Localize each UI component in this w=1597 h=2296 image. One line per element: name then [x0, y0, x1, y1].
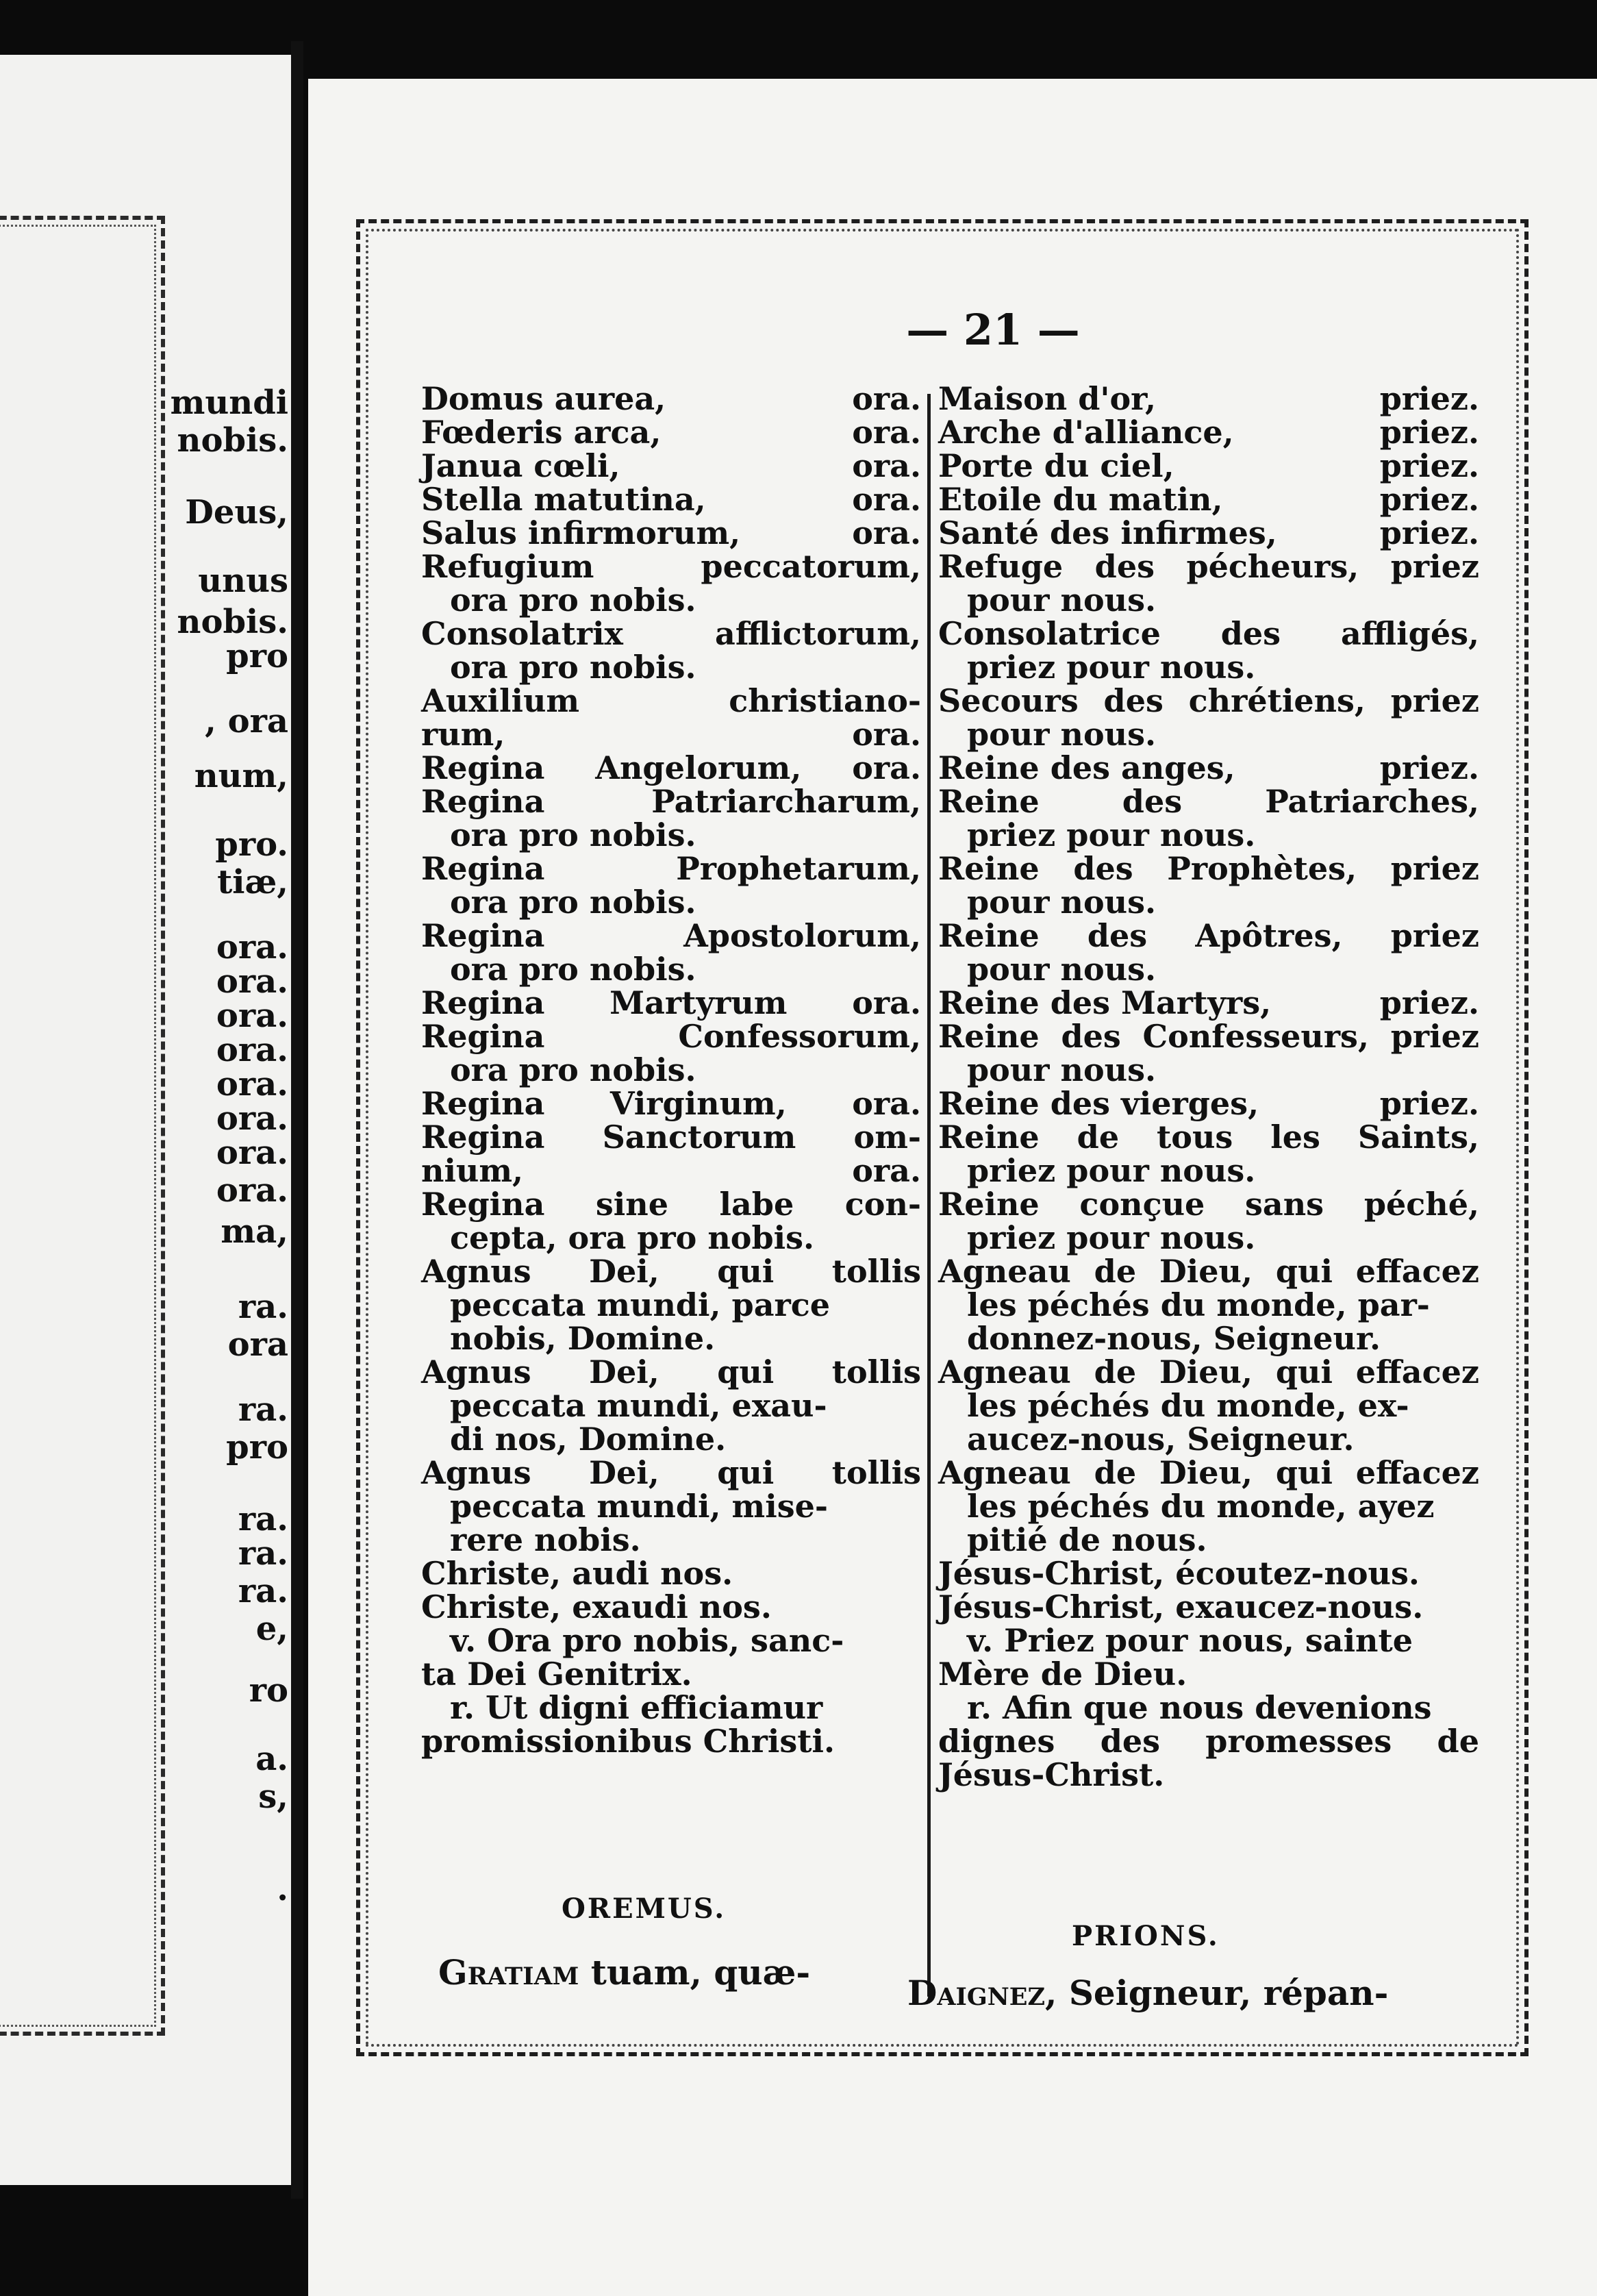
latin-line-text: Janua cœli,	[421, 447, 620, 484]
left-page-fragment: ora.	[216, 962, 288, 1001]
latin-line	[421, 481, 921, 518]
left-page-fragment: .	[277, 1870, 288, 1908]
latin-line	[421, 984, 921, 1021]
french-line	[938, 649, 1479, 686]
latin-line-text: Regina Sanctorum om-	[421, 1119, 921, 1156]
french-line	[938, 917, 1479, 954]
french-line-text: pour nous.	[967, 884, 1157, 921]
latin-response: ora.	[852, 414, 921, 451]
french-response: priez.	[1379, 984, 1479, 1021]
french-line-text: pour nous.	[967, 582, 1157, 619]
latin-line	[421, 884, 921, 921]
latin-line-text: r. Ut digni efficiamur	[450, 1689, 823, 1726]
french-line	[938, 1353, 1479, 1390]
left-page-fragment: ra.	[238, 1288, 288, 1326]
latin-line	[421, 582, 921, 619]
french-line	[938, 1387, 1479, 1424]
latin-line	[421, 1320, 921, 1357]
french-line-text: v. Priez pour nous, sainte	[967, 1622, 1413, 1659]
latin-line-text: peccata mundi, parce	[450, 1286, 831, 1323]
french-response: priez.	[1379, 1085, 1479, 1122]
french-line-text: Agneau de Dieu, qui effacez	[938, 1454, 1479, 1491]
left-page-fragment: ora.	[216, 1134, 288, 1172]
latin-line	[421, 548, 921, 585]
left-page-fragment: ora.	[216, 1031, 288, 1069]
latin-line-text: Agnus Dei, qui tollis	[421, 1454, 921, 1491]
french-line	[938, 1119, 1479, 1156]
latin-line	[421, 1119, 921, 1156]
french-line	[938, 682, 1479, 719]
latin-line	[421, 1286, 921, 1323]
french-line-text: Reine des Patriarches,	[938, 783, 1479, 820]
left-page-fragment: num,	[194, 757, 288, 795]
latin-line-text: ora pro nobis.	[450, 1051, 696, 1088]
latin-line-text: Consolatrix afflictorum,	[421, 615, 921, 652]
french-line-text: pour nous.	[967, 951, 1157, 988]
french-line	[938, 716, 1479, 753]
french-line	[938, 615, 1479, 652]
latin-line	[421, 514, 921, 551]
french-line-text: Reine des anges,	[938, 749, 1235, 786]
french-line-text: Reine des Prophètes, priez	[938, 850, 1479, 887]
left-page-fragment: , ora	[205, 702, 288, 740]
latin-line	[421, 649, 921, 686]
latin-line-text: Fœderis arca,	[421, 414, 662, 451]
french-line	[938, 1219, 1479, 1256]
left-page-fragment: ora	[227, 1325, 288, 1364]
latin-line-text: ora pro nobis.	[450, 884, 696, 921]
left-page-fragment: nobis.	[177, 603, 288, 641]
french-line-text: Maison d'or,	[938, 380, 1157, 417]
latin-line	[421, 1454, 921, 1491]
latin-line-text: Stella matutina,	[421, 481, 706, 518]
french-line	[938, 884, 1479, 921]
left-page-fragment: ra.	[238, 1390, 288, 1429]
book-gutter	[291, 41, 303, 2199]
french-line-text: les péchés du monde, par-	[967, 1286, 1430, 1323]
french-line-text: pour nous.	[967, 1051, 1157, 1088]
latin-line-text: Regina sine labe con-	[421, 1186, 921, 1223]
latin-line	[421, 1488, 921, 1525]
french-line	[938, 414, 1479, 451]
french-line	[938, 1723, 1479, 1760]
latin-line	[421, 1253, 921, 1290]
page-number: — 21 —	[906, 305, 1080, 355]
french-line-text: Arche d'alliance,	[938, 414, 1234, 451]
french-line-text: Jésus-Christ, exaucez-nous.	[938, 1588, 1424, 1625]
latin-line-text: Agnus Dei, qui tollis	[421, 1253, 921, 1290]
latin-prayer-initial-word: Gratiam	[438, 1952, 579, 1993]
french-line-text: les péchés du monde, ayez	[967, 1488, 1435, 1525]
latin-line	[421, 917, 921, 954]
french-line	[938, 1756, 1479, 1793]
latin-line-text: Regina Patriarcharum,	[421, 783, 921, 820]
french-line-text: Santé des infirmes,	[938, 514, 1277, 551]
french-line-text: Agneau de Dieu, qui effacez	[938, 1353, 1479, 1390]
latin-line-text: ta Dei Genitrix.	[421, 1656, 692, 1693]
french-line	[938, 447, 1479, 484]
left-page-fragment: ro	[249, 1671, 288, 1710]
latin-response: ora.	[852, 380, 921, 417]
latin-line-text: di nos, Domine.	[450, 1421, 727, 1458]
french-line	[938, 1186, 1479, 1223]
latin-line	[421, 1152, 921, 1189]
french-line	[938, 951, 1479, 988]
latin-response: ora.	[852, 514, 921, 551]
latin-line-text: ora pro nobis.	[450, 816, 696, 853]
french-line	[938, 1018, 1479, 1055]
left-page-fragment: a.	[255, 1740, 288, 1778]
french-line-text: les péchés du monde, ex-	[967, 1387, 1409, 1424]
french-line	[938, 984, 1479, 1021]
left-page-fragment: tiæ,	[217, 863, 288, 901]
left-page-fragment: ora.	[216, 997, 288, 1035]
left-page-fragment: ora.	[216, 1099, 288, 1138]
french-line-text: Agneau de Dieu, qui effacez	[938, 1253, 1479, 1290]
latin-line-text: rum,	[421, 716, 505, 753]
french-line	[938, 1588, 1479, 1625]
french-line-text: priez pour nous.	[967, 1219, 1256, 1256]
latin-line	[421, 749, 921, 786]
french-line	[938, 1286, 1479, 1323]
latin-line-text: peccata mundi, exau-	[450, 1387, 827, 1424]
french-prayer-start	[907, 1973, 1388, 2013]
left-page-fragment: mundi	[170, 384, 288, 422]
left-page-fragment: ra.	[238, 1534, 288, 1573]
french-line	[938, 816, 1479, 853]
latin-line	[421, 1588, 921, 1625]
french-response: priez.	[1379, 380, 1479, 417]
latin-line-text: ora pro nobis.	[450, 649, 696, 686]
french-line-text: pour nous.	[967, 716, 1157, 753]
latin-line-text: Christe, exaudi nos.	[421, 1588, 772, 1625]
french-line-text: priez pour nous.	[967, 816, 1256, 853]
left-page-fragment: ra.	[238, 1500, 288, 1538]
latin-line	[421, 1656, 921, 1693]
latin-line	[421, 1689, 921, 1726]
french-line-text: pitié de nous.	[967, 1521, 1207, 1558]
latin-line-text: rere nobis.	[450, 1521, 641, 1558]
latin-line	[421, 414, 921, 451]
latin-line	[421, 682, 921, 719]
french-line	[938, 1454, 1479, 1491]
latin-line-text: Salus infirmorum,	[421, 514, 741, 551]
french-response: priez.	[1379, 749, 1479, 786]
latin-line	[421, 951, 921, 988]
latin-line-text: ora pro nobis.	[450, 951, 696, 988]
latin-line-text: nium,	[421, 1152, 524, 1189]
french-line-text: Jésus-Christ, écoutez-nous.	[938, 1555, 1420, 1592]
french-line-text: r. Afin que nous devenions	[967, 1689, 1432, 1726]
latin-line-text: cepta, ora pro nobis.	[450, 1219, 815, 1256]
french-response: priez.	[1379, 481, 1479, 518]
latin-line	[421, 1186, 921, 1223]
left-page-fragment: ora.	[216, 1065, 288, 1103]
latin-line-text: promissionibus Christi.	[421, 1723, 835, 1760]
latin-line-text: Regina Prophetarum,	[421, 850, 921, 887]
latin-line	[421, 1085, 921, 1122]
latin-line	[421, 1622, 921, 1659]
left-page-fragment: pro.	[215, 825, 288, 864]
latin-line	[421, 816, 921, 853]
french-line	[938, 1656, 1479, 1693]
french-response: priez.	[1379, 514, 1479, 551]
french-line	[938, 380, 1479, 417]
french-line	[938, 1085, 1479, 1122]
left-page-fragment: ora.	[216, 1171, 288, 1210]
french-line-text: Reine des vierges,	[938, 1085, 1259, 1122]
latin-response: ora.	[852, 1152, 921, 1189]
french-line	[938, 1689, 1479, 1726]
latin-litany-column	[421, 380, 921, 1760]
latin-line	[421, 1018, 921, 1055]
french-line-text: Porte du ciel,	[938, 447, 1174, 484]
left-page-fragment: ma,	[221, 1212, 288, 1251]
french-line	[938, 514, 1479, 551]
latin-line	[421, 850, 921, 887]
latin-line-text: Auxilium christiano-	[421, 682, 921, 719]
left-page-fragment: Deus,	[185, 493, 288, 532]
left-page-fragment: unus	[198, 562, 288, 600]
french-line-text: Reine de tous les Saints,	[938, 1119, 1479, 1156]
left-page-fragment: ora.	[216, 928, 288, 966]
latin-prayer-start	[438, 1952, 810, 1993]
prions-heading: PRIONS.	[1072, 1920, 1220, 1952]
latin-line	[421, 447, 921, 484]
french-line-text: Reine des Martyrs,	[938, 984, 1272, 1021]
latin-response: ora.	[852, 716, 921, 753]
french-line	[938, 1253, 1479, 1290]
latin-line	[421, 716, 921, 753]
latin-prayer-text: tuam, quæ-	[579, 1952, 811, 1993]
latin-line-text: Agnus Dei, qui tollis	[421, 1353, 921, 1390]
latin-line	[421, 380, 921, 417]
latin-line-text: Regina Angelorum, ora.	[421, 749, 921, 786]
column-divider	[927, 394, 931, 1997]
french-line-text: donnez-nous, Seigneur.	[967, 1320, 1381, 1357]
french-line	[938, 582, 1479, 619]
french-line-text: Reine conçue sans péché,	[938, 1186, 1479, 1223]
left-page-fragment: pro	[226, 1428, 288, 1467]
french-line-text: Jésus-Christ.	[938, 1756, 1165, 1793]
latin-line-text: ora pro nobis.	[450, 582, 696, 619]
french-line-text: Reine des Confesseurs, priez	[938, 1018, 1479, 1055]
latin-line-text: nobis, Domine.	[450, 1320, 716, 1357]
latin-line-text: Domus aurea,	[421, 380, 666, 417]
french-line	[938, 783, 1479, 820]
latin-line-text: Regina Martyrum ora.	[421, 984, 921, 1021]
latin-line	[421, 1555, 921, 1592]
french-prayer-initial-word: Daignez	[907, 1973, 1045, 2013]
french-response: priez.	[1379, 414, 1479, 451]
oremus-heading: OREMUS.	[562, 1893, 727, 1925]
latin-line	[421, 1521, 921, 1558]
latin-line-text: Christe, audi nos.	[421, 1555, 733, 1592]
french-line	[938, 1421, 1479, 1458]
french-line	[938, 548, 1479, 585]
latin-line-text: Regina Virginum, ora.	[421, 1085, 921, 1122]
latin-line	[421, 1421, 921, 1458]
french-line	[938, 1152, 1479, 1189]
french-line-text: Mère de Dieu.	[938, 1656, 1187, 1693]
french-litany-column	[938, 380, 1479, 1793]
french-prayer-text: , Seigneur, répan-	[1045, 1973, 1389, 2013]
left-page-fragment: e,	[255, 1610, 288, 1648]
french-line-text: dignes des promesses de	[938, 1723, 1479, 1760]
left-page-fragment: s,	[258, 1777, 288, 1816]
left-page-fragment: ra.	[238, 1572, 288, 1610]
latin-response: ora.	[852, 481, 921, 518]
french-line-text: aucez-nous, Seigneur.	[967, 1421, 1355, 1458]
french-line	[938, 1622, 1479, 1659]
left-page-fragment: nobis.	[177, 421, 288, 460]
french-line	[938, 1555, 1479, 1592]
left-page-border	[0, 216, 165, 2036]
latin-line-text: Regina Apostolorum,	[421, 917, 921, 954]
left-page-fragment: pro	[226, 637, 288, 675]
french-response: priez.	[1379, 447, 1479, 484]
latin-line	[421, 1353, 921, 1390]
french-line	[938, 1051, 1479, 1088]
french-line-text: priez pour nous.	[967, 649, 1256, 686]
latin-line	[421, 783, 921, 820]
latin-line	[421, 615, 921, 652]
french-line	[938, 1488, 1479, 1525]
latin-line-text: Refugium peccatorum,	[421, 548, 921, 585]
french-line	[938, 1521, 1479, 1558]
french-line-text: priez pour nous.	[967, 1152, 1256, 1189]
latin-line-text: peccata mundi, mise-	[450, 1488, 828, 1525]
latin-line-text: v. Ora pro nobis, sanc-	[450, 1622, 844, 1659]
french-line-text: Etoile du matin,	[938, 481, 1223, 518]
french-line	[938, 1320, 1479, 1357]
latin-line	[421, 1387, 921, 1424]
french-line	[938, 481, 1479, 518]
french-line-text: Reine des Apôtres, priez	[938, 917, 1479, 954]
latin-line	[421, 1219, 921, 1256]
french-line-text: Secours des chrétiens, priez	[938, 682, 1479, 719]
left-page	[0, 55, 291, 2185]
latin-line	[421, 1051, 921, 1088]
french-line-text: Consolatrice des affligés,	[938, 615, 1479, 652]
french-line-text: Refuge des pécheurs, priez	[938, 548, 1479, 585]
french-line	[938, 850, 1479, 887]
french-line	[938, 749, 1479, 786]
latin-response: ora.	[852, 447, 921, 484]
latin-line	[421, 1723, 921, 1760]
latin-line-text: Regina Confessorum,	[421, 1018, 921, 1055]
